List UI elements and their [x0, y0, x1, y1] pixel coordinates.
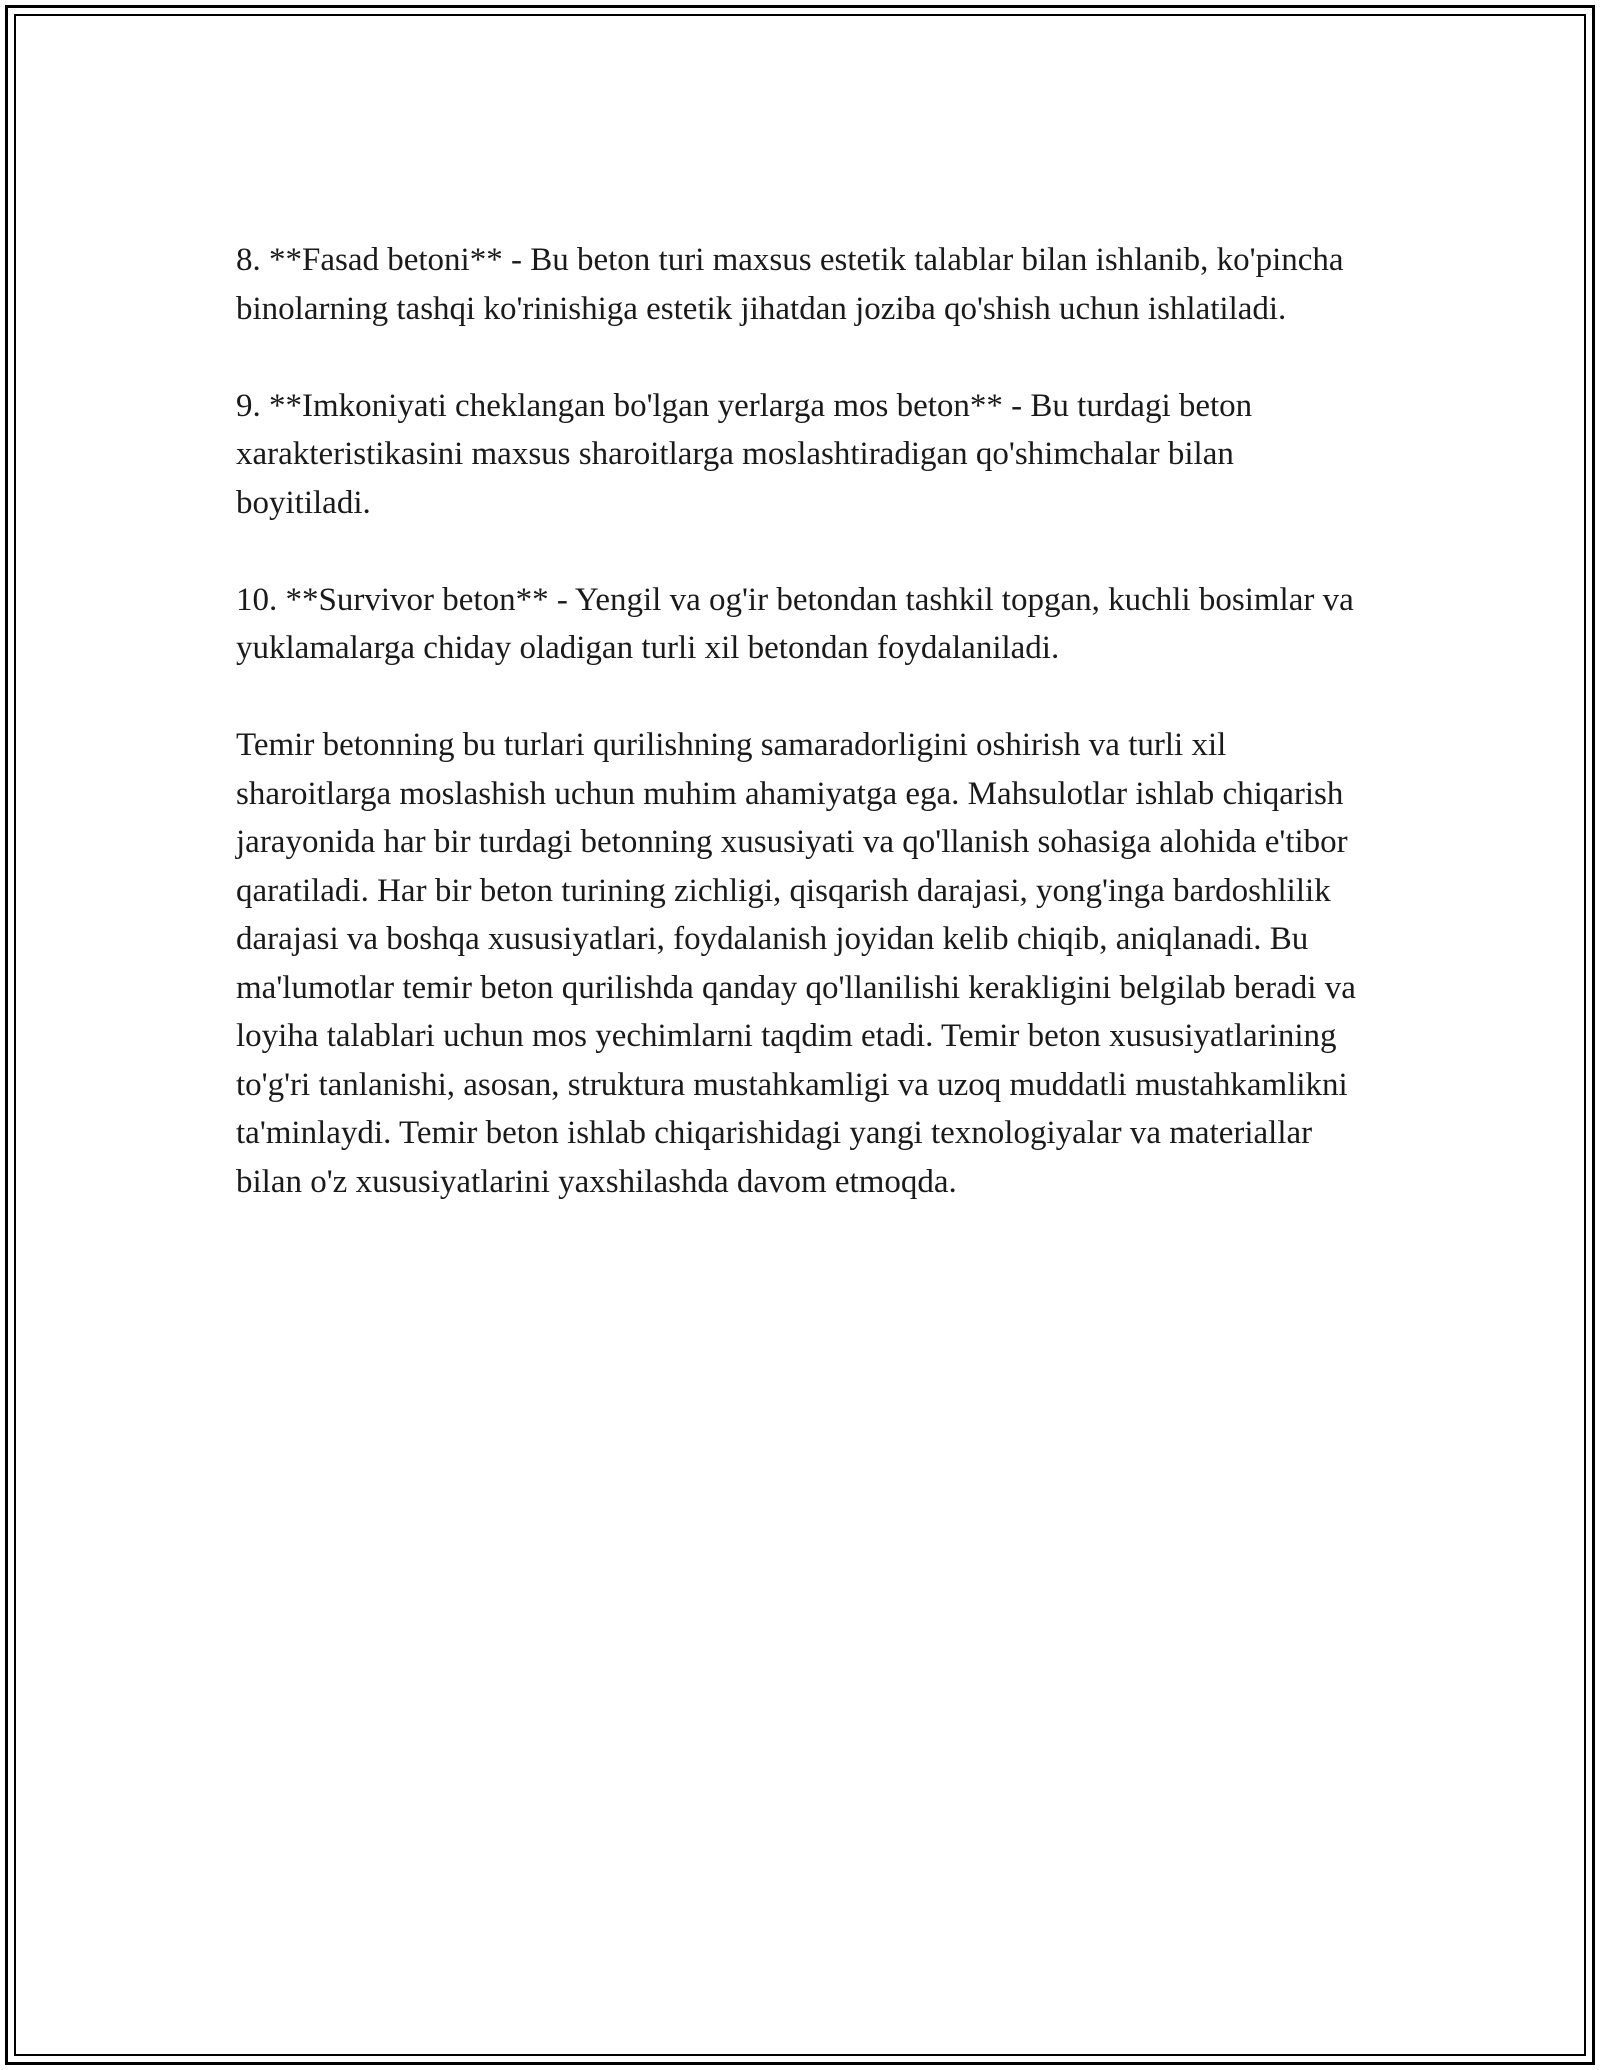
paragraph-fasad-betoni: 8. **Fasad betoni** - Bu beton turi maxsus estetik talablar bilan ishlanib, ko'pincha binolarning tashqi ko'rinishiga estetik jihatdan joziba qo'shish uchun ishlatiladi. [236, 242, 1344, 327]
paragraph-summary: Temir betonning bu turlari qurilishning samaradorligini oshirish va turli xil sharoitlarga moslashish uchun muhim ahamiyatga ega. Mahsulotlar ishlab chiqarish jarayonida har bir turdagi betonning xususiyati va qo'llanish sohasiga alohida e'tibor qaratiladi. Har bir beton turining zichligi, qisqarish darajasi, yong'inga bardoshlilik darajasi va boshqa xususiyatlari, foydalanish joyidan kelib chiqib, aniqlanadi. Bu ma'lumotlar temir beton qurilishda qanday qo'llanilishi kerakligini belgilab beradi va loyiha talablari uchun mos yechimlarni taqdim etadi. Temir beton xususiyatlarining to'g'ri tanlanishi, asosan, struktura mustahkamligi va uzoq muddatli mustahkamlikni ta'minlaydi. Temir beton ishlab chiqarishidagi yangi texnologiyalar va materiallar bilan o'z xususiyatlarini yaxshilashda davom etmoqda. [236, 727, 1356, 1200]
paragraph-survivor-beton: 10. **Survivor beton** - Yengil va og'ir betondan tashkil topgan, kuchli bosimlar va yuklamalarga chiday oladigan turli xil betondan foydalaniladi. [236, 581, 1354, 666]
paragraph-imkoniyati-cheklangan: 9. **Imkoniyati cheklangan bo'lgan yerlarga mos beton** - Bu turdagi beton xarakteristikasini maxsus sharoitlarga moslashtiradigan qo'shimchalar bilan boyitiladi. [236, 387, 1253, 521]
document-body [236, 236, 1376, 1255]
